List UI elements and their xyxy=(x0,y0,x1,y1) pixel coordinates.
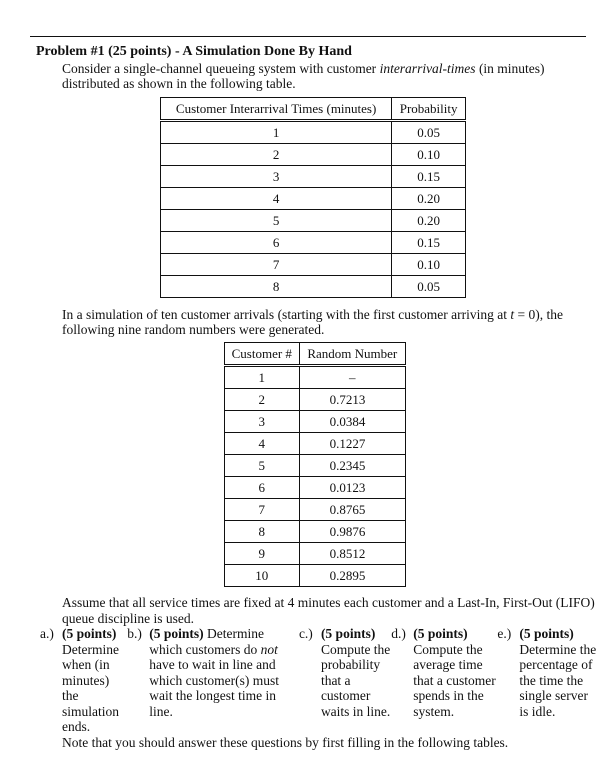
intro-paragraph xyxy=(62,61,592,91)
row-value-cell: 0.20 xyxy=(392,188,466,210)
para2-text-end: = 0), the following nine random numbers were generated. xyxy=(62,307,564,337)
table-row xyxy=(225,521,406,543)
question-text: Compute the probability that a customer waits in line. xyxy=(320,641,391,719)
question-text-end: have to wait in line and which customer(s) must wait the longest time in line. xyxy=(149,657,279,719)
table-row xyxy=(225,565,406,587)
table-row xyxy=(161,232,466,254)
table-row xyxy=(225,433,406,455)
row-value-cell: 0.1227 xyxy=(299,433,405,455)
row-key-cell: 2 xyxy=(161,144,392,166)
note-text: Note that you should answer these questions by first filling in the following tables. xyxy=(62,734,509,750)
intro-italic: interarrival-times xyxy=(379,61,476,76)
question-label: a.) xyxy=(40,626,54,641)
question-text: Determine when (in minutes) the simulation ends. xyxy=(62,641,119,734)
row-key-cell: 7 xyxy=(225,499,300,521)
question-points: (5 points) xyxy=(320,626,376,641)
para2-text: In a simulation of ten customer arrivals (starting with the first customer arriving at xyxy=(62,307,511,322)
row-key-cell: 6 xyxy=(225,477,300,499)
row-key-cell: 4 xyxy=(161,188,392,210)
row-value-cell: 0.05 xyxy=(392,276,466,298)
table-row xyxy=(225,477,406,499)
row-key-cell: 4 xyxy=(225,433,300,455)
assumption-text: Assume that all service times are fixed at 4 minutes each customer and a Last-In, First-Out (LIFO) queue discipline is used. xyxy=(62,595,595,626)
row-value-cell: 0.20 xyxy=(392,210,466,232)
question-item xyxy=(40,626,127,735)
row-value-cell: – xyxy=(299,366,405,389)
row-key-cell: 3 xyxy=(161,166,392,188)
row-value-cell: 0.7213 xyxy=(299,389,405,411)
question-text: Determine which customers do xyxy=(149,626,265,657)
table-row xyxy=(225,389,406,411)
question-points: (5 points) xyxy=(413,626,468,641)
row-key-cell: 9 xyxy=(225,543,300,565)
question-text: Determine the percentage of the time the single server is idle. xyxy=(519,641,597,719)
table-row xyxy=(161,166,466,188)
question-italic: not xyxy=(260,641,278,657)
header-interarrival: Customer Interarrival Times (minutes) xyxy=(161,98,392,121)
question-item xyxy=(497,626,600,735)
table-row xyxy=(161,254,466,276)
question-points: (5 points) xyxy=(519,626,574,641)
questions-block xyxy=(40,595,600,750)
row-value-cell: 0.10 xyxy=(392,254,466,276)
question-label: e.) xyxy=(497,626,512,641)
table-row xyxy=(161,210,466,232)
header-probability: Probability xyxy=(392,98,466,121)
row-key-cell: 6 xyxy=(161,232,392,254)
row-key-cell: 7 xyxy=(161,254,392,276)
problem-title: Problem #1 (25 points) - A Simulation Done By Hand xyxy=(36,44,352,59)
table-row xyxy=(161,188,466,210)
intro-text: Consider a single-channel queueing system with customer xyxy=(62,61,380,76)
random-number-table xyxy=(224,342,406,587)
question-label: d.) xyxy=(391,626,406,641)
row-value-cell: 0.15 xyxy=(392,232,466,254)
row-value-cell: 0.2345 xyxy=(299,455,405,477)
question-points: (5 points) xyxy=(149,626,204,641)
row-key-cell: 8 xyxy=(225,521,300,543)
table-row xyxy=(225,543,406,565)
table-row xyxy=(225,366,406,389)
row-key-cell: 5 xyxy=(225,455,300,477)
top-rule xyxy=(30,36,586,37)
table-row xyxy=(225,499,406,521)
row-key-cell: 2 xyxy=(225,389,300,411)
row-value-cell: 0.0384 xyxy=(299,411,405,433)
row-value-cell: 0.15 xyxy=(392,166,466,188)
header-customer: Customer # xyxy=(225,343,300,366)
table-row xyxy=(161,144,466,166)
row-value-cell: 0.05 xyxy=(392,121,466,144)
question-text: Compute the average time that a customer spends in the system. xyxy=(413,641,496,719)
question-label: c.) xyxy=(298,626,313,641)
row-value-cell: 0.0123 xyxy=(299,477,405,499)
table-row xyxy=(161,276,466,298)
row-value-cell: 0.2895 xyxy=(299,565,405,587)
row-value-cell: 0.8765 xyxy=(299,499,405,521)
row-key-cell: 3 xyxy=(225,411,300,433)
table-row xyxy=(225,411,406,433)
row-key-cell: 8 xyxy=(161,276,392,298)
question-item xyxy=(391,626,497,735)
header-random-number: Random Number xyxy=(299,343,405,366)
question-points: (5 points) xyxy=(62,626,117,641)
row-value-cell: 0.8512 xyxy=(299,543,405,565)
row-value-cell: 0.10 xyxy=(392,144,466,166)
intro-text-end: (in minutes) distributed as shown in the following table. xyxy=(62,61,545,91)
question-item xyxy=(127,626,299,735)
interarrival-table xyxy=(160,97,466,298)
row-key-cell: 1 xyxy=(225,366,300,389)
row-key-cell: 1 xyxy=(161,121,392,144)
row-value-cell: 0.9876 xyxy=(299,521,405,543)
second-paragraph xyxy=(62,307,592,337)
question-item xyxy=(299,626,391,735)
row-key-cell: 5 xyxy=(161,210,392,232)
row-key-cell: 10 xyxy=(225,565,300,587)
table-row xyxy=(225,455,406,477)
table-row xyxy=(161,121,466,144)
para2-italic: t xyxy=(510,307,515,322)
question-label: b.) xyxy=(127,626,142,641)
